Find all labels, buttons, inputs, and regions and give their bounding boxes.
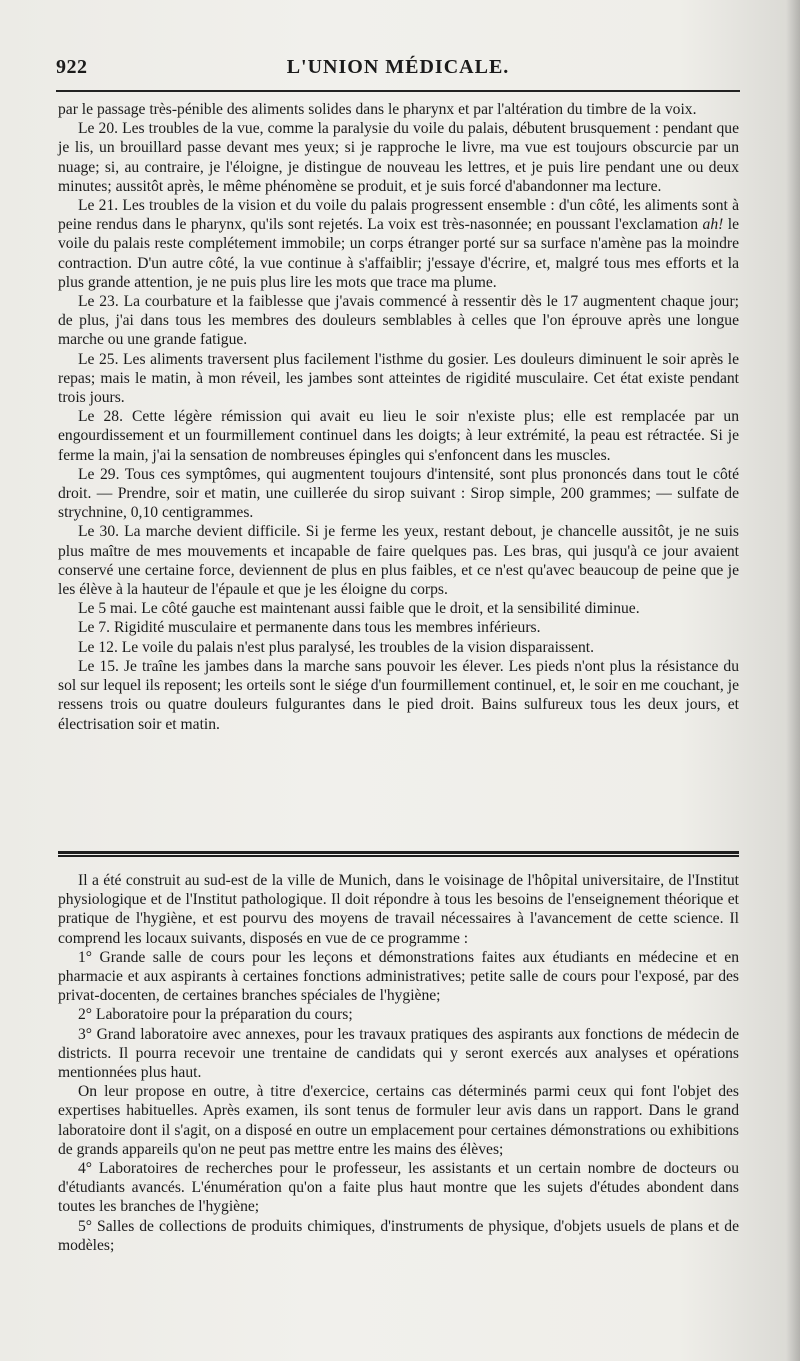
- paragraph-item-1: 1° Grande salle de cours pour les leçons et démonstrations faites aux étudiants en médecine et en pharmacie et aux aspirants à certaines fonctions administratives; petite salle de cours pour l'exposé, par des privat-docenten, de certaines branches spéciales de l'hygiène;: [58, 948, 739, 1005]
- munich-institute-section: [58, 871, 739, 1255]
- paragraph-item-3: 3° Grand laboratoire avec annexes, pour les travaux pratiques des aspirants aux fonctions de médecin de districts. Il pourra recevoir une trentaine de candidats qui y seront exercés aux analyses et opérations mentionnées plus haut.: [58, 1025, 739, 1082]
- paragraph-institute-intro: Il a été construit au sud-est de la ville de Munich, dans le voisinage de l'hôpital universitaire, de l'Institut physiologique et de l'Institut pathologique. Il doit répondre à tous les besoins de l'enseignement théorique et pratique de l'hygiène, et est pourvu des moyens de travail nécessaires à l'avancement de cette science. Il comprend les locaux suivants, disposés en vue de ce programme :: [58, 872, 739, 947]
- paragraph-day-23: Le 23. La courbature et la faiblesse que j'avais commencé à ressentir dès le 17 augmentent chaque jour; de plus, j'ai dans tous les membres des douleurs semblables à celles que l'on éprouve après une longue marche ou une grande fatigue.: [58, 293, 739, 349]
- running-title: L'UNION MÉDICALE.: [286, 56, 510, 78]
- paragraph-day-21: [58, 196, 739, 292]
- paragraph-may-7: Le 7. Rigidité musculaire et permanente dans tous les membres inférieurs.: [78, 619, 541, 637]
- paragraph-may-12: Le 12. Le voile du palais n'est plus paralysé, les troubles de la vision disparaissent.: [78, 638, 594, 656]
- paragraph-day-29: Le 29. Tous ces symptômes, qui augmentent toujours d'intensité, sont plus prononcés dans tout le côté droit. — Prendre, soir et matin, une cuillerée du sirop suivant : Sirop simple, 200 grammes; — sulfate de strychnine, 0,10 centigrammes.: [58, 465, 739, 522]
- paragraph-may-5: Le 5 mai. Le côté gauche est maintenant aussi faible que le droit, et la sensibilité diminue.: [78, 600, 640, 618]
- paragraph-continuation: par le passage très-pénible des aliments solides dans le pharynx et par l'altération du timbre de la voix.: [58, 101, 697, 118]
- paragraph-item-2: 2° Laboratoire pour la préparation du cours;: [78, 1006, 353, 1024]
- paragraph-day-25: Le 25. Les aliments traversent plus facilement l'isthme du gosier. Les douleurs diminuent le soir après le repas; mais le matin, à mon réveil, les jambes sont atteintes de rigidité musculaire. Cet état existe pendant trois jours.: [58, 350, 739, 407]
- page-header: [56, 56, 740, 86]
- paragraph-day-28: Le 28. Cette légère rémission qui avait eu lieu le soir n'existe plus; elle est remplacée par un engourdissement et un fourmillement continuel dans les doigts; à leur extrémité, la peau est rétractée. Si je ferme la main, j'ai la sensation de nombreuses épingles qui s'enfoncent dans les muscles.: [58, 408, 739, 464]
- paragraph-day-30: Le 30. La marche devient difficile. Si je ferme les yeux, restant debout, je chancelle aussitôt, je ne suis plus maître de mes mouvements et incapable de faire quelques pas. Les bras, qui jusqu'à ce jour avaient conservé une certaine force, deviennent de plus en plus faibles, et ce n'est qu'avec beaucoup de peine que je les élève à la hauteur de l'épaule et que je les éloigne du corps.: [58, 523, 739, 599]
- paragraph-day-21-part-2: le voile du palais reste complétement immobile; un corps étranger porté sur sa surface n'amène pas la moindre contraction. D'un autre côté, la vue continue à s'affaiblir; j'essaye d'écrire, et, malgré tous mes efforts et la plus grande attention, je ne puis plus lire les mots que trace ma plume.: [58, 216, 740, 291]
- paragraph-item-4: 4° Laboratoires de recherches pour le professeur, les assistants et un certain nombre de docteurs ou d'étudiants avancés. L'énumération qu'on a faite plus haut montre que les sujets d'études abondent dans toutes les branches de l'hygiène;: [58, 1160, 739, 1216]
- paragraph-may-15: Le 15. Je traîne les jambes dans la marche sans pouvoir les élever. Les pieds n'ont plus la résistance du sol sur lequel ils reposent; les orteils sont le siége d'un fourmillement continuel, et, le soir en me couchant, je ressens trois ou quatre douleurs fulgurantes dans le pied droit. Bains sulfureux tous les deux jours, et électrisation soir et matin.: [58, 657, 739, 733]
- exclamation-ah: ah!: [702, 216, 724, 234]
- header-rule: [56, 90, 740, 92]
- page-edge-shadow: [786, 0, 800, 1361]
- case-observation-section: [58, 100, 739, 734]
- paragraph-exercises: On leur propose en outre, à titre d'exercice, certains cas déterminés parmi ceux qui font l'objet des expertises habituelles. Après examen, ils sont tenus de formuler leur avis dans un rapport. Dans le grand laboratoire dont il s'agit, on a disposé en outre un emplacement pour certaines démonstrations ou exhibitions de grands appareils qu'on ne peut pas mettre entre les mains des élèves;: [58, 1083, 739, 1158]
- paragraph-day-20: Le 20. Les troubles de la vue, comme la paralysie du voile du palais, débutent brusquement : pendant que je lis, un brouillard passe devant mes yeux; si je rapproche le livre, ma vue est toujours obscurcie par un nuage; si, au contraire, je l'éloigne, je distingue de nouveau les lettres, et je puis lire pendant une ou deux minutes; aussitôt après, le même phénomène se produit, et je suis forcé d'abandonner ma lecture.: [58, 120, 739, 195]
- paragraph-day-21-part-1: Le 21. Les troubles de la vision et du voile du palais progressent ensemble : d'un côté, les aliments sont à peine rendus dans le pharynx, qu'ils sont rejetés. La voix est très-nasonnée; en poussant l'exclamation: [58, 197, 739, 234]
- page-number: 922: [56, 56, 88, 78]
- section-divider-rule: [58, 851, 739, 857]
- paragraph-item-5: 5° Salles de collections de produits chimiques, d'instruments de physique, d'objets usuels de plans et de modèles;: [58, 1217, 739, 1254]
